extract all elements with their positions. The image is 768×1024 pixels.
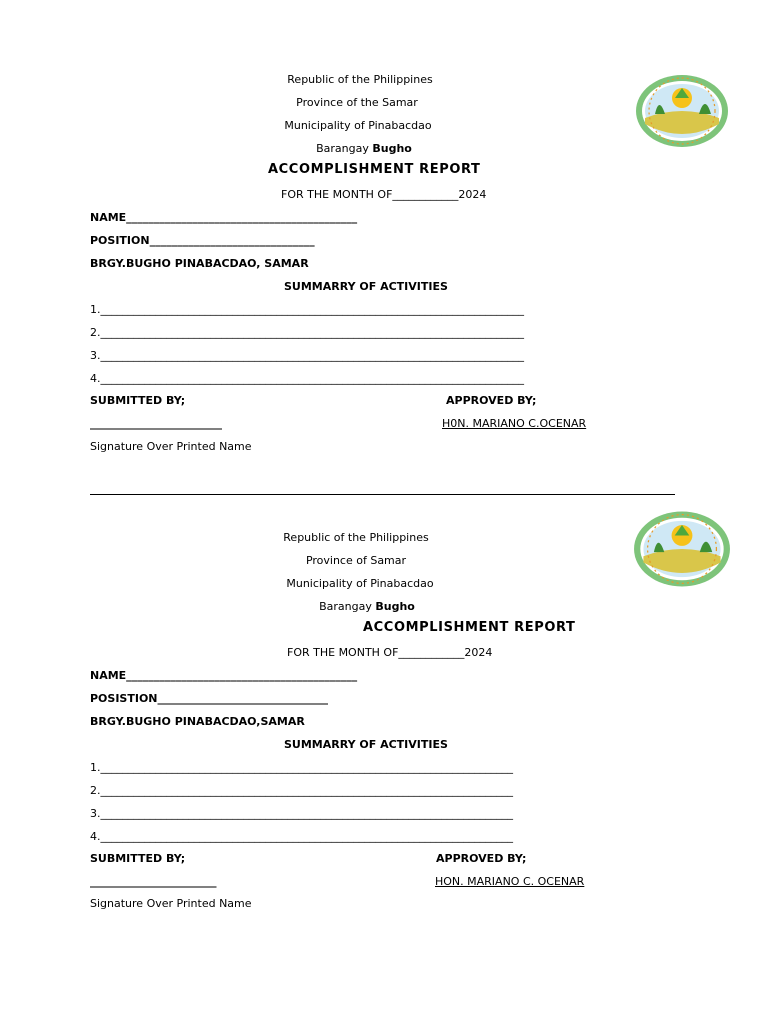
activity-line-3: 3._____________________________________________________________________________ bbox=[90, 349, 524, 362]
header-barangay: Barangay Bugho bbox=[316, 142, 412, 155]
month-line: FOR THE MONTH OF____________2024 bbox=[287, 646, 493, 659]
approver-name: H0N. MARIANO C.OCENAR bbox=[442, 417, 587, 430]
header-province: Province of Samar bbox=[305, 554, 407, 567]
barangay-seal-icon bbox=[635, 74, 729, 148]
report-title: ACCOMPLISHMENT REPORT bbox=[363, 620, 576, 635]
barangay-name: Bugho bbox=[372, 142, 412, 155]
activity-line-2: 2._____________________________________________________________________________ bbox=[90, 326, 524, 339]
name-field-line: NAME__________________________________________ bbox=[90, 669, 358, 682]
header-republic: Republic of the Philippines bbox=[287, 73, 433, 86]
name-field-line: NAME__________________________________________ bbox=[90, 211, 358, 224]
header-municipality: Municipality of Pinabacdao bbox=[284, 119, 432, 132]
position-field-line: POSISTION_______________________________ bbox=[90, 692, 329, 705]
activity-line-1: 1.___________________________________________________________________________ bbox=[90, 761, 513, 774]
signature-caption: Signature Over Printed Name bbox=[90, 897, 252, 910]
signature-blank: _______________________ bbox=[90, 875, 217, 888]
section-divider bbox=[90, 494, 675, 495]
address-line: BRGY.BUGHO PINABACDAO, SAMAR bbox=[90, 257, 309, 270]
header-municipality: Municipality of Pinabacdao bbox=[286, 577, 434, 590]
summary-heading: SUMMARRY OF ACTIVITIES bbox=[284, 738, 448, 751]
approver-name: HON. MARIANO C. OCENAR bbox=[435, 875, 585, 888]
activity-line-1: 1._____________________________________________________________________________ bbox=[90, 303, 524, 316]
position-field-line: POSITION______________________________ bbox=[90, 234, 315, 247]
header-republic: Republic of the Philippines bbox=[283, 531, 429, 544]
barangay-seal-icon bbox=[633, 509, 731, 589]
activity-line-4: 4._____________________________________________________________________________ bbox=[90, 372, 524, 385]
month-line: FOR THE MONTH OF____________2024 bbox=[281, 188, 487, 201]
signature-blank: ________________________ bbox=[90, 417, 222, 430]
report-title: ACCOMPLISHMENT REPORT bbox=[268, 162, 481, 177]
summary-heading: SUMMARRY OF ACTIVITIES bbox=[284, 280, 448, 293]
signature-caption: Signature Over Printed Name bbox=[90, 440, 252, 453]
activity-line-3: 3.___________________________________________________________________________ bbox=[90, 807, 513, 820]
approved-by-label: APPROVED BY; bbox=[436, 852, 527, 865]
submitted-by-label: SUBMITTED BY; bbox=[90, 852, 186, 865]
header-province: Province of the Samar bbox=[296, 96, 418, 109]
header-barangay: Barangay Bugho bbox=[319, 600, 415, 613]
barangay-name: Bugho bbox=[375, 600, 415, 613]
activity-line-4: 4.___________________________________________________________________________ bbox=[90, 830, 513, 843]
approved-by-label: APPROVED BY; bbox=[446, 394, 537, 407]
activity-line-2: 2.___________________________________________________________________________ bbox=[90, 784, 513, 797]
submitted-by-label: SUBMITTED BY; bbox=[90, 394, 186, 407]
address-line: BRGY.BUGHO PINABACDAO,SAMAR bbox=[90, 715, 305, 728]
